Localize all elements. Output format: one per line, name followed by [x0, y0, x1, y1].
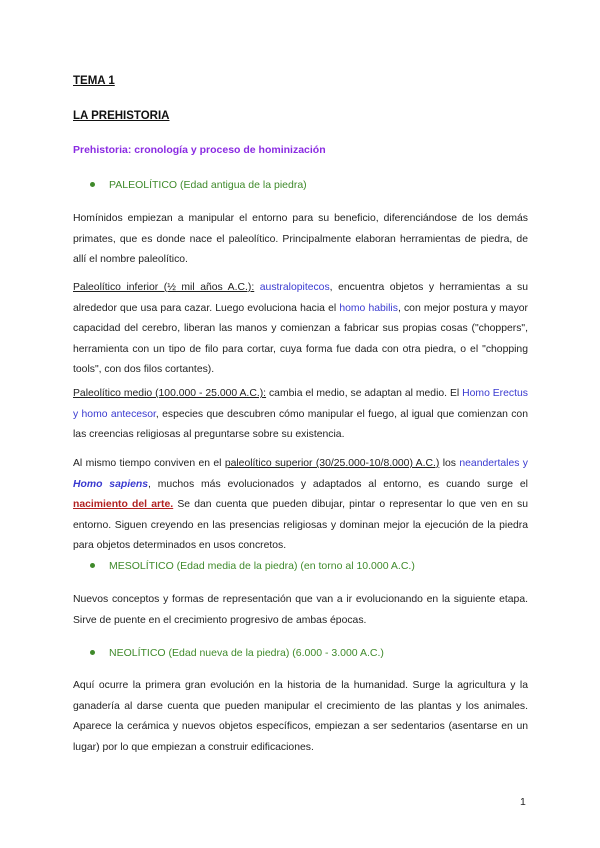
bullet-neolitico-label: NEOLÍTICO (Edad nueva de la piedra) (6.000 - 3.000 A.C.): [109, 647, 384, 659]
text-segment: cambia el medio, se adaptan al medio. El: [266, 388, 463, 399]
bullet-dot-icon: [90, 563, 95, 568]
text-segment: Al mismo tiempo conviven en el: [73, 458, 225, 469]
bullet-mesolitico: [90, 560, 415, 572]
paragraph-paleolitico-superior: [73, 454, 528, 557]
bullet-dot-icon: [90, 182, 95, 187]
highlight-neandertales: neandertales y: [459, 458, 528, 469]
highlight-nacimiento-arte: nacimiento del arte.: [73, 499, 174, 510]
paragraph-mesolitico: Nuevos conceptos y formas de representación que van a ir evolucionando en la siguiente etapa. Sirve de puente en el crecimiento progresivo de ambas épocas.: [73, 594, 528, 626]
text-segment: los: [439, 458, 460, 469]
paleolitico-superior-label: paleolítico superior (30/25.000-10/8.000) A.C.): [224, 458, 440, 469]
highlight-homo-sapiens: Homo sapiens: [73, 478, 149, 490]
highlight-australopitecos: australopitecos: [259, 282, 330, 293]
highlight-homo-erectus: Homo Erectus y homo antecesor: [73, 388, 528, 420]
text-segment: Se dan cuenta que pueden dibujar, pintar o representar lo que ven en su entorno. Siguen creyendo en las presencias religiosas y dominan mejor la ejecución de la piedra para objetos determinados en usos concretos.: [73, 499, 528, 551]
page-number: 1: [520, 796, 526, 808]
bullet-dot-icon: [90, 650, 95, 655]
text-segment: , encuentra objetos y herramientas a su alrededor que usa para cazar. Luego evoluciona hacia el: [73, 282, 528, 314]
subtitle: Prehistoria: cronología y proceso de hominización: [73, 144, 326, 156]
paragraph-paleolitico-medio: [73, 384, 528, 446]
text-segment: , con mejor postura y mayor capacidad del cerebro, liberan las manos y comienzan a fabricar sus propias cosas ("choppers", herramienta con un tipo de filo para cortar, cuya forma fue dada con otra piedra, o el "chopping tools", con dos filos cortantes).: [73, 302, 529, 375]
paragraph-neolitico: Aquí ocurre la primera gran evolución en la historia de la humanidad. Surge la agricultura y la ganadería al darse cuenta que pueden manipular el crecimiento de las plantas y los animales. Aparece la cerámica y nuevos objetos específicos, empiezan a ser sedentarios (asentarse en un lugar) por lo que empiezan a construir edificaciones.: [73, 680, 528, 753]
paleolitico-inferior-label: Paleolítico inferior (½ mil años A.C.):: [73, 282, 255, 293]
bullet-paleolitico-label: PALEOLÍTICO (Edad antigua de la piedra): [109, 179, 307, 191]
bullet-neolitico: [90, 647, 384, 659]
page-title: LA PREHISTORIA: [73, 110, 170, 122]
bullet-mesolitico-label: MESOLÍTICO (Edad media de la piedra) (en torno al 10.000 A.C.): [109, 560, 415, 572]
text-segment: , muchos más evolucionados y adaptados al entorno, es cuando surge el: [148, 478, 528, 490]
bullet-paleolitico: [90, 179, 307, 191]
text-segment: , especies que descubren cómo manipular el fuego, al igual que comienzan con las creencias religiosas al preguntarse sobre su existencia.: [73, 408, 528, 440]
paragraph-paleolitico-intro: Homínidos empiezan a manipular el entorno para su beneficio, diferenciándose de los demás primates, que es donde nace el paleolítico. Principalmente elaboran herramientas de piedra, de allí el nombre paleolítico.: [73, 213, 528, 265]
tema-heading: TEMA 1: [73, 75, 115, 87]
highlight-homo-habilis: homo habilis: [339, 302, 398, 314]
paragraph-paleolitico-inferior: [73, 278, 528, 381]
paleolitico-medio-label: Paleolítico medio (100.000 - 25.000 A.C.):: [73, 388, 267, 399]
